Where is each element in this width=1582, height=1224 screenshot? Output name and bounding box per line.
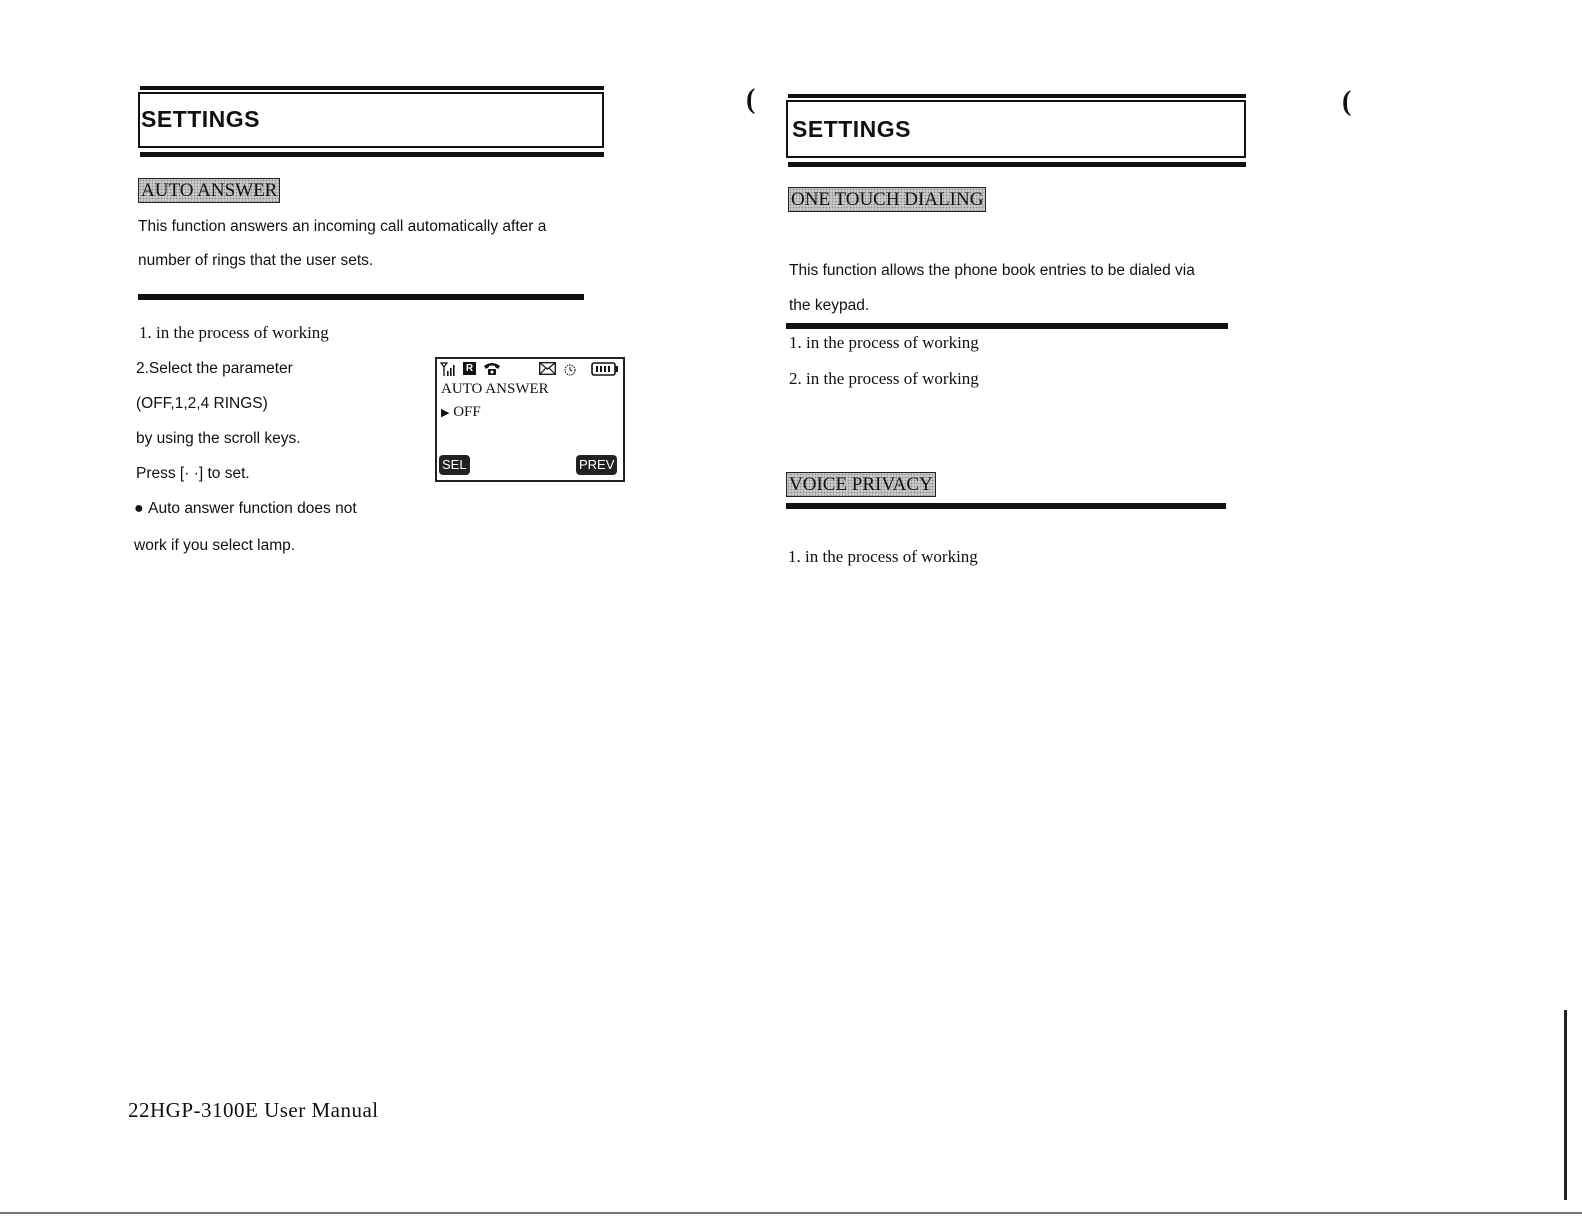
section-tag-one-touch-dialing: ONE TOUCH DIALING — [788, 187, 986, 212]
roaming-icon: R — [463, 362, 476, 375]
signal-icon — [440, 361, 456, 382]
section-tag-voice-privacy: VOICE PRIVACY — [786, 472, 936, 497]
phone-menu-option — [441, 404, 481, 421]
page-title: SETTINGS — [141, 106, 261, 132]
note-line-2: work if you select lamp. — [134, 537, 296, 554]
handset-icon — [483, 361, 501, 381]
scan-edge-bottom — [0, 1212, 1582, 1214]
section2-step-1: 1. in the process of working — [788, 547, 978, 566]
section1-description-line-1: This function allows the phone book entries to be dialed via — [789, 262, 1195, 279]
scan-edge-right — [1564, 1010, 1567, 1200]
settings-header-box-right — [786, 100, 1246, 158]
header-bottom-rule — [140, 152, 604, 157]
binding-mark-right: ( — [1342, 86, 1352, 117]
section1-description-line-2: the keypad. — [789, 297, 870, 314]
pointer-icon: ▶ — [441, 407, 450, 419]
section1-step-1: 1. in the process of working — [789, 333, 979, 352]
page-title-right: SETTINGS — [792, 116, 912, 142]
step-2-line-3: by using the scroll keys. — [136, 430, 301, 447]
section2-divider — [786, 503, 1226, 509]
header-top-rule-right — [788, 94, 1246, 98]
phone-selected-value: OFF — [453, 404, 481, 420]
step-2-line-1: 2.Select the parameter — [136, 360, 293, 377]
section-description-line-1: This function answers an incoming call automatically after a — [138, 218, 547, 235]
section-tag-auto-answer: AUTO ANSWER — [138, 178, 280, 203]
section1-step-2: 2. in the process of working — [789, 369, 979, 388]
section1-divider — [786, 323, 1228, 329]
step-2-line-2: (OFF,1,2,4 RINGS) — [136, 395, 268, 412]
step-1: 1. in the process of working — [139, 323, 329, 342]
section-description-line-2: number of rings that the user sets. — [138, 252, 374, 269]
bullet-icon: ● — [134, 500, 144, 517]
binding-mark-left: ( — [746, 84, 756, 115]
phone-menu-title: AUTO ANSWER — [441, 381, 549, 397]
page-footer: 22HGP-3100E User Manual — [128, 1098, 379, 1122]
envelope-icon — [539, 362, 556, 380]
phone-screen — [435, 357, 625, 482]
softkey-prev: PREV — [576, 455, 617, 475]
settings-header-box — [138, 92, 604, 148]
battery-icon — [591, 362, 619, 381]
header-top-rule — [140, 86, 604, 90]
note-line-1: Auto answer function does not — [148, 500, 357, 517]
softkey-sel: SEL — [439, 455, 470, 475]
section-divider — [138, 294, 584, 300]
alarm-icon — [563, 362, 577, 381]
header-bottom-rule-right — [788, 162, 1246, 167]
step-3: Press [· ·] to set. — [136, 465, 250, 482]
note-row — [134, 500, 357, 518]
